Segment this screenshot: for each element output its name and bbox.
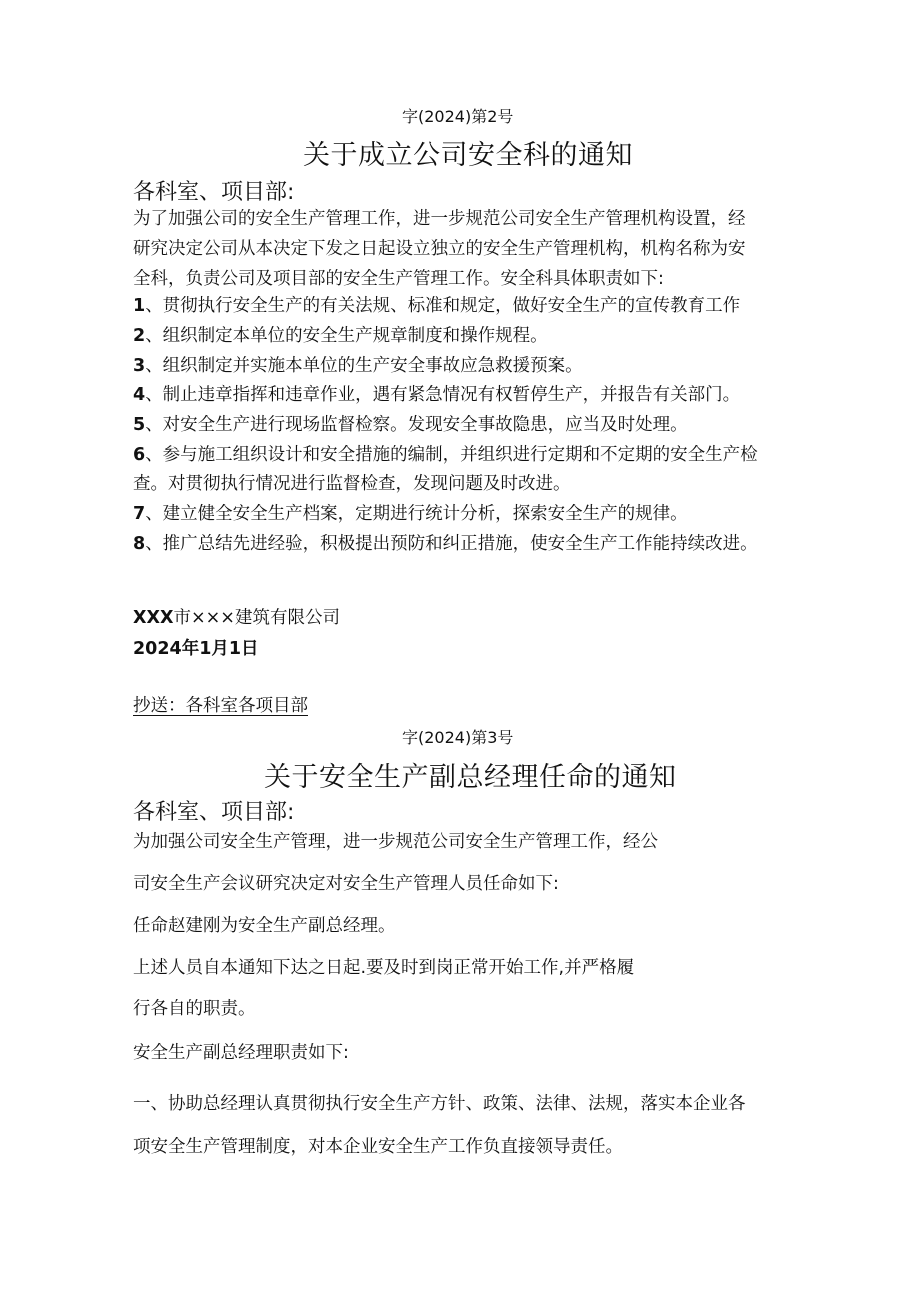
- item-text: 、组织制定并实施本单位的生产安全事故应急救援预案。: [145, 356, 583, 376]
- cc-line: 抄送：各科室各项目部: [133, 696, 308, 716]
- item-text: 查。对贯彻执行情况进行监督检查，发现问题及时改进。: [133, 474, 571, 494]
- duty-item: [133, 500, 688, 525]
- body-line: 一、协助总经理认真贯彻执行安全生产方针、政策、法律、法规，落实本企业各: [133, 1094, 746, 1114]
- item-number: 2: [133, 326, 146, 346]
- duty-item: [133, 441, 758, 466]
- item-number: 4: [133, 385, 146, 405]
- duty-item: [133, 352, 583, 377]
- body-line: 任命赵建刚为安全生产副总经理。: [133, 916, 396, 936]
- duty-item: [133, 322, 548, 347]
- company-name: [133, 604, 340, 629]
- body-line: 项安全生产管理制度，对本企业安全生产工作负直接领导责任。: [133, 1137, 623, 1157]
- salutation: 各科室、项目部:: [133, 800, 295, 825]
- intro-line: 为了加强公司的安全生产管理工作，进一步规范公司安全生产管理机构设置，经: [133, 209, 746, 229]
- doc-number: 字(2024)第3号: [402, 728, 514, 747]
- company-prefix: XXX: [133, 608, 174, 628]
- item-text: 、对安全生产进行现场监督检察。发现安全事故隐患，应当及时处理。: [145, 415, 688, 435]
- duty-item: [133, 292, 740, 317]
- item-text: 、制止违章指挥和违章作业，遇有紧急情况有权暂停生产，并报告有关部门。: [145, 385, 741, 405]
- item-number: 6: [133, 445, 146, 465]
- item-number: 3: [133, 356, 146, 376]
- item-text: 、推广总结先进经验，积极提出预防和纠正措施，使安全生产工作能持续改进。: [145, 534, 758, 554]
- item-text: 、参与施工组织设计和安全措施的编制，并组织进行定期和不定期的安全生产检: [145, 445, 758, 465]
- duty-item: [133, 381, 740, 406]
- body-line: 为加强公司安全生产管理，进一步规范公司安全生产管理工作，经公: [133, 832, 658, 852]
- body-line: 安全生产副总经理职责如下:: [133, 1043, 349, 1063]
- body-line: 行各自的职责。: [133, 999, 256, 1019]
- item-text: 、建立健全安全生产档案，定期进行统计分析，探索安全生产的规律。: [145, 504, 688, 524]
- duty-item-continued: [133, 470, 571, 495]
- item-text: 、贯彻执行安全生产的有关法规、标准和规定，做好安全生产的宣传教育工作: [145, 296, 741, 316]
- body-line: 司安全生产会议研究决定对安全生产管理人员任命如下:: [133, 874, 559, 894]
- item-number: 7: [133, 504, 146, 524]
- duty-item: [133, 411, 688, 436]
- doc-number: 字(2024)第2号: [402, 107, 514, 126]
- item-text: 、组织制定本单位的安全生产规章制度和操作规程。: [145, 326, 548, 346]
- item-number: 1: [133, 296, 146, 316]
- issue-date: 2024年1月1日: [133, 639, 259, 659]
- item-number: 5: [133, 415, 146, 435]
- intro-line: 研究决定公司从本决定下发之日起设立独立的安全生产管理机构，机构名称为安: [133, 239, 746, 259]
- notice-title: 关于安全生产副总经理任命的通知: [264, 762, 677, 793]
- duty-item: [133, 530, 758, 555]
- item-number: 8: [133, 534, 146, 554]
- intro-line: 全科，负责公司及项目部的安全生产管理工作。安全科具体职责如下:: [133, 269, 664, 289]
- company-rest: 市×××建筑有限公司: [173, 608, 340, 628]
- salutation: 各科室、项目部:: [133, 180, 295, 205]
- body-line: 上述人员自本通知下达之日起.要及时到岗正常开始工作,并严格履: [133, 958, 635, 978]
- notice-title: 关于成立公司安全科的通知: [303, 140, 633, 171]
